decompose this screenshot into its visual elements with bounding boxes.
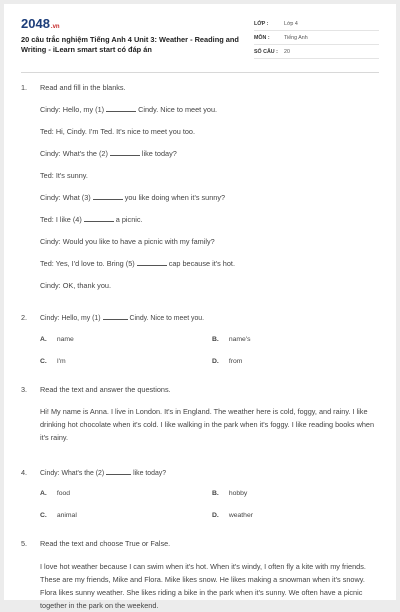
blank-5 [137,259,167,266]
meta-subject: MÔN : Tiếng Anh [254,32,379,45]
q4-option-a[interactable]: A. food [40,490,71,497]
q5-number: 5. [21,539,28,548]
q2-stem: Cindy: Hello, my (1) Cindy. Nice to meet you. [40,315,205,322]
q4-number: 4. [21,468,28,477]
q5-passage: I love hot weather because I can swim when it's hot. When it's windy, I often fly a kite with my friends. These are my friends, Mike and Flora. Mike likes snow. He likes making a snowman when it's snowy. Flora likes sunny weather. She likes riding a bike in the park when it's sunny. We often have a picnic together in the park on the weekend. [40,562,366,610]
q1-line-7: Cindy: Would you like to have a picnic with my family? [40,237,215,246]
q4-option-d[interactable]: D. weather [212,512,253,519]
blank [106,468,131,475]
q2-option-c[interactable]: C. I'm [40,358,66,365]
q2-number: 2. [21,313,28,322]
site-logo[interactable]: 2048.vn [21,16,60,31]
q2-option-a[interactable]: A. name [40,336,74,343]
q2-option-b[interactable]: B. name's [212,336,251,343]
document-title: 20 câu trắc nghiệm Tiếng Anh 4 Unit 3: Weather - Reading and Writing - iLearn smart start có đáp án [21,35,239,54]
blank [103,313,128,320]
q1-line-5: Cindy: What (3) you like doing when it's sunny? [40,193,226,202]
q1-line-8: Ted: Yes, I'd love to. Bring (5) cap because it's hot. [40,259,235,268]
document-page [4,4,396,610]
q3-instruction: Read the text and answer the questions. [40,385,171,394]
q1-line-4: Ted: It's sunny. [40,171,88,180]
q1-number: 1. [21,83,28,92]
q1-instruction: Read and fill in the blanks. [40,83,126,92]
q1-line-1: Cindy: Hello, my (1) Cindy. Nice to meet you. [40,105,218,114]
document-header [4,4,396,66]
blank-2 [110,149,140,156]
q1-line-3: Cindy: What's the (2) like today? [40,149,177,158]
q1-line-2: Ted: Hi, Cindy. I'm Ted. It's nice to meet you too. [40,127,196,136]
q3-number: 3. [21,385,28,394]
q4-option-b[interactable]: B. hobby [212,490,248,497]
q1-line-6: Ted: I like (4) a picnic. [40,215,143,224]
q4-option-c[interactable]: C. animal [40,512,77,519]
q1-line-9: Cindy: OK, thank you. [40,281,111,290]
q2-option-d[interactable]: D. from [212,358,243,365]
q3-passage: Hi! My name is Anna. I live in London. It's in England. The weather here is cold, foggy, and rainy. I like drinking hot chocolate when it's cold. I like walking in the park when it's foggy. I like reading books when it's rainy. [40,407,375,442]
meta-question-count: SỐ CÂU : 20 [254,46,379,59]
q5-instruction: Read the text and choose True or False. [40,539,171,548]
blank-4 [84,215,114,222]
q4-stem: Cindy: What's the (2) like today? [40,470,167,477]
meta-grade: LỚP : Lớp 4 [254,18,379,31]
blank-1 [106,105,136,112]
blank-3 [93,193,123,200]
header-divider [21,72,379,73]
